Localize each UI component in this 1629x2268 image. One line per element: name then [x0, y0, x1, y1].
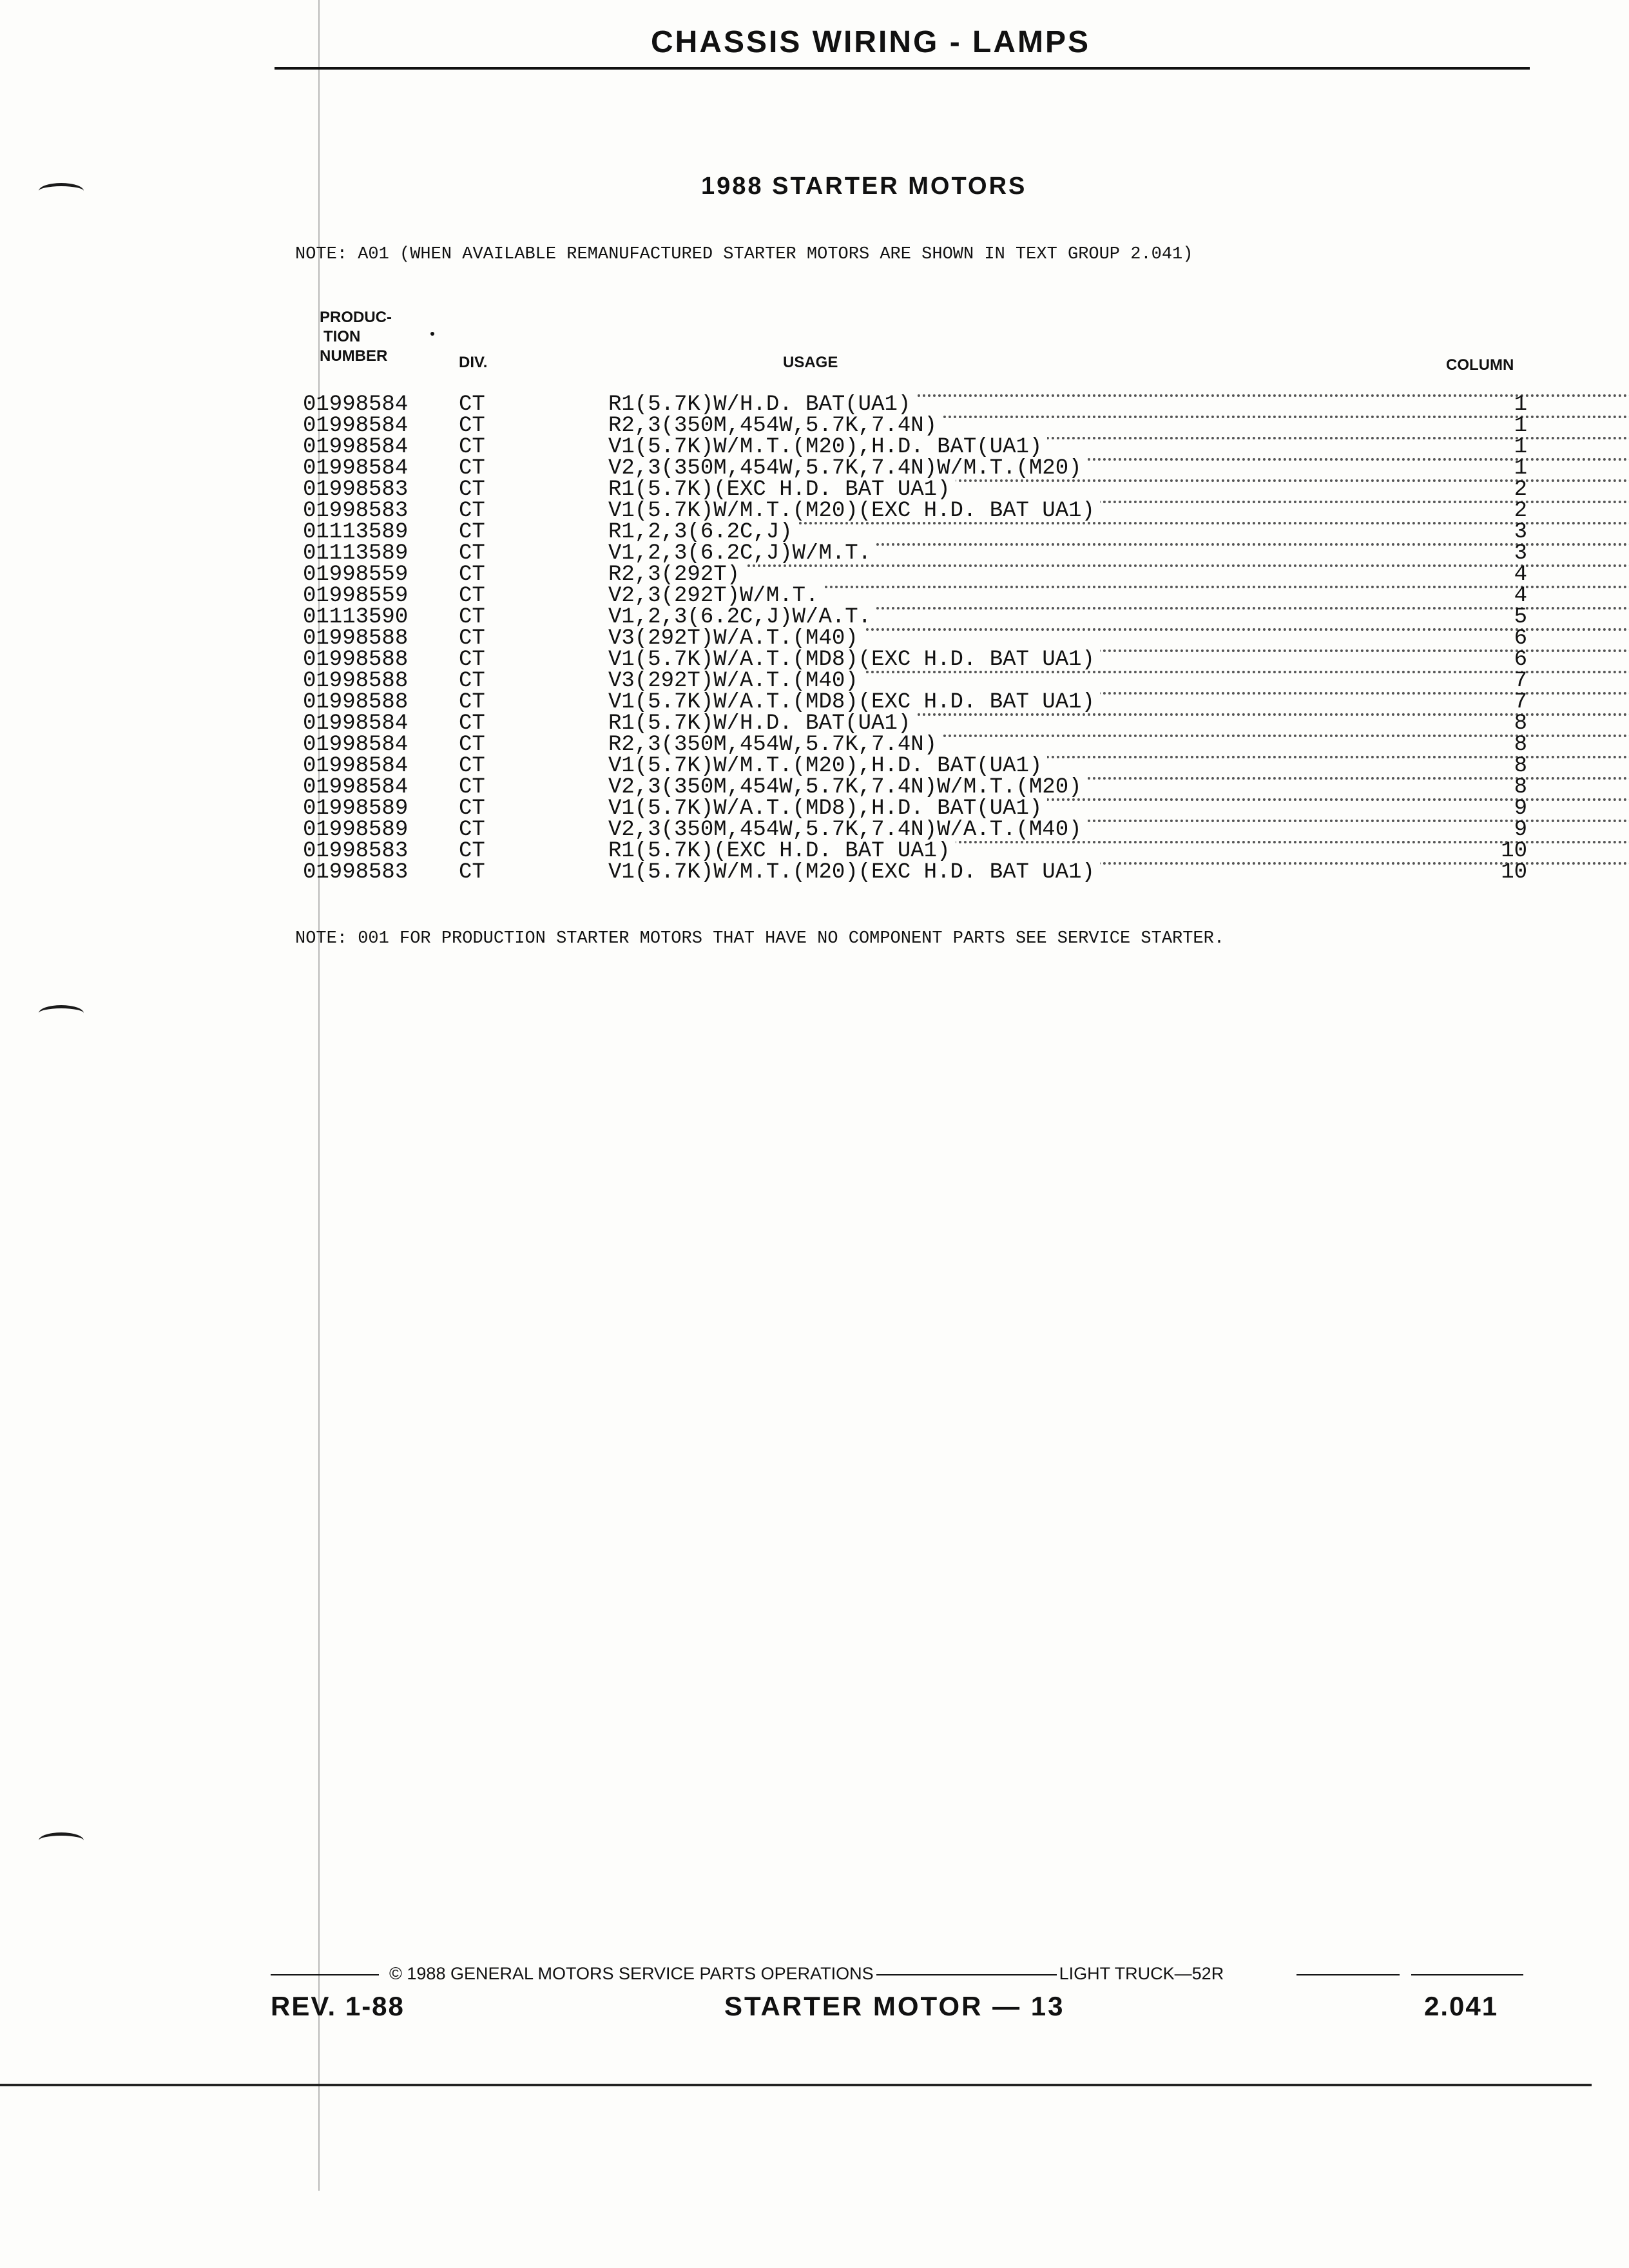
- part-number: 01998589: [303, 818, 409, 842]
- column-number: 2: [1514, 477, 1527, 502]
- division: CT: [459, 648, 485, 672]
- usage-text: V1(5.7K)W/A.T.(MD8)(EXC H.D. BAT UA1): [608, 649, 1100, 671]
- column-number: 1: [1514, 456, 1527, 481]
- footer-truck-line: LIGHT TRUCK—52R: [1059, 1964, 1224, 1983]
- note-top: NOTE: A01 (WHEN AVAILABLE REMANUFACTURED STARTER MOTORS ARE SHOWN IN TEXT GROUP 2.041): [295, 245, 1193, 264]
- division: CT: [459, 818, 485, 842]
- table-row: [303, 564, 1527, 586]
- division: CT: [459, 796, 485, 821]
- division: CT: [459, 669, 485, 693]
- usage-text: V3(292T)W/A.T.(M40): [608, 628, 863, 649]
- footer-revision: REV. 1-88: [271, 1991, 405, 2021]
- division: CT: [459, 499, 485, 523]
- heading-div: DIV.: [459, 354, 488, 371]
- usage-cell: [608, 820, 1629, 841]
- table-row: [303, 458, 1527, 479]
- division: CT: [459, 754, 485, 778]
- column-number: 8: [1514, 711, 1527, 736]
- table-row: [303, 777, 1527, 798]
- column-number: 9: [1514, 796, 1527, 821]
- usage-cell: [608, 649, 1629, 671]
- usage-cell: [608, 862, 1629, 883]
- usage-text: V2,3(350M,454W,5.7K,7.4N)W/M.T.(M20): [608, 777, 1087, 798]
- division: CT: [459, 520, 485, 544]
- page-bottom-rule: [0, 2084, 1592, 2086]
- usage-cell: [608, 543, 1629, 564]
- table-row: [303, 798, 1527, 820]
- column-number: 6: [1514, 626, 1527, 651]
- division: CT: [459, 392, 485, 417]
- column-number: 8: [1514, 754, 1527, 778]
- usage-cell: [608, 756, 1629, 777]
- part-number: 01998559: [303, 562, 409, 587]
- table-row: [303, 437, 1527, 458]
- usage-text: V1(5.7K)W/M.T.(M20)(EXC H.D. BAT UA1): [608, 501, 1100, 522]
- table-row: [303, 522, 1527, 543]
- column-number: 4: [1514, 584, 1527, 608]
- usage-cell: [608, 586, 1629, 607]
- part-number: 01998584: [303, 711, 409, 736]
- column-number: 9: [1514, 818, 1527, 842]
- table-row: [303, 628, 1527, 649]
- division: CT: [459, 860, 485, 885]
- footer-page-title: STARTER MOTOR — 13: [724, 1991, 1065, 2021]
- part-number: 01998583: [303, 477, 409, 502]
- footer-rule-mid: [876, 1974, 1057, 1975]
- heading-dot: [430, 332, 434, 336]
- usage-text: R1,2,3(6.2C,J): [608, 522, 798, 543]
- usage-cell: [608, 479, 1629, 501]
- footer-section-number: 2.041: [1424, 1991, 1499, 2021]
- footer-rule-left: [271, 1974, 379, 1975]
- usage-cell: [608, 777, 1629, 798]
- part-number: 01998588: [303, 648, 409, 672]
- usage-cell: [608, 416, 1629, 437]
- table-row: [303, 671, 1527, 692]
- usage-cell: [608, 735, 1629, 756]
- part-number: 01998583: [303, 860, 409, 885]
- usage-cell: [608, 564, 1629, 586]
- usage-cell: [608, 671, 1629, 692]
- part-number: 01113589: [303, 520, 409, 544]
- division: CT: [459, 477, 485, 502]
- heading-production-number: [320, 308, 392, 366]
- part-number: 01998583: [303, 499, 409, 523]
- usage-cell: [608, 692, 1629, 713]
- part-number: 01998588: [303, 669, 409, 693]
- heading-production-line2: TION: [323, 328, 361, 345]
- column-number: 7: [1514, 669, 1527, 693]
- table-row: [303, 713, 1527, 735]
- usage-text: V1(5.7K)W/M.T.(M20),H.D. BAT(UA1): [608, 437, 1047, 458]
- usage-cell: [608, 522, 1629, 543]
- usage-cell: [608, 437, 1629, 458]
- table-row: [303, 607, 1527, 628]
- usage-text: R2,3(292T): [608, 564, 745, 586]
- usage-text: V3(292T)W/A.T.(M40): [608, 671, 863, 692]
- column-number: 10: [1501, 839, 1527, 863]
- usage-cell: [608, 501, 1629, 522]
- table-row: [303, 820, 1527, 841]
- table-row: [303, 735, 1527, 756]
- column-number: 3: [1514, 520, 1527, 544]
- column-number: 5: [1514, 605, 1527, 629]
- table-row: [303, 756, 1527, 777]
- usage-text: V1(5.7K)W/M.T.(M20),H.D. BAT(UA1): [608, 756, 1047, 777]
- column-number: 1: [1514, 392, 1527, 417]
- table-row: [303, 841, 1527, 862]
- footer-rule-right-a: [1296, 1974, 1400, 1975]
- table-row: [303, 692, 1527, 713]
- division: CT: [459, 456, 485, 481]
- part-number: 01998584: [303, 414, 409, 438]
- part-number: 01998584: [303, 392, 409, 417]
- column-number: 8: [1514, 775, 1527, 800]
- usage-text: R1(5.7K)(EXC H.D. BAT UA1): [608, 479, 956, 501]
- usage-text: V1(5.7K)W/A.T.(MD8)(EXC H.D. BAT UA1): [608, 692, 1100, 713]
- table-row: [303, 586, 1527, 607]
- column-number: 2: [1514, 499, 1527, 523]
- table-row: [303, 394, 1527, 416]
- usage-text: R1(5.7K)W/H.D. BAT(UA1): [608, 394, 916, 416]
- column-number: 1: [1514, 435, 1527, 459]
- usage-text: R2,3(350M,454W,5.7K,7.4N): [608, 416, 942, 437]
- division: CT: [459, 711, 485, 736]
- table-row: [303, 862, 1527, 883]
- note-bottom: NOTE: 001 FOR PRODUCTION STARTER MOTORS THAT HAVE NO COMPONENT PARTS SEE SERVICE STARTER.: [295, 929, 1225, 948]
- footer-copyright-row: [389, 1964, 1224, 1984]
- table-row: [303, 479, 1527, 501]
- part-number: 01998584: [303, 435, 409, 459]
- punch-hole-mark: [39, 183, 84, 199]
- column-number: 3: [1514, 541, 1527, 566]
- footer-copyright: © 1988 GENERAL MOTORS SERVICE PARTS OPERATIONS: [389, 1964, 874, 1983]
- usage-text: V1,2,3(6.2C,J)W/M.T.: [608, 543, 876, 564]
- usage-cell: [608, 841, 1629, 862]
- usage-text: V2,3(292T)W/M.T.: [608, 586, 824, 607]
- table-row: [303, 649, 1527, 671]
- division: CT: [459, 733, 485, 757]
- table-row: [303, 501, 1527, 522]
- heading-usage: USAGE: [783, 354, 838, 371]
- usage-cell: [608, 713, 1629, 735]
- page-header-title: CHASSIS WIRING - LAMPS: [651, 25, 1091, 59]
- part-number: 01998588: [303, 626, 409, 651]
- usage-cell: [608, 394, 1629, 416]
- header-rule: [275, 67, 1530, 70]
- column-number: 6: [1514, 648, 1527, 672]
- part-number: 01998584: [303, 754, 409, 778]
- usage-text: V1,2,3(6.2C,J)W/A.T.: [608, 607, 876, 628]
- division: CT: [459, 839, 485, 863]
- part-number: 01998583: [303, 839, 409, 863]
- division: CT: [459, 690, 485, 715]
- division: CT: [459, 541, 485, 566]
- heading-production-line1: PRODUC-: [320, 309, 392, 326]
- division: CT: [459, 775, 485, 800]
- table-row: [303, 416, 1527, 437]
- heading-column: COLUMN: [1446, 356, 1514, 374]
- table-row: [303, 543, 1527, 564]
- part-number: 01113590: [303, 605, 409, 629]
- punch-hole-mark: [39, 1832, 84, 1849]
- division: CT: [459, 605, 485, 629]
- usage-text: R1(5.7K)W/H.D. BAT(UA1): [608, 713, 916, 735]
- usage-text: V1(5.7K)W/M.T.(M20)(EXC H.D. BAT UA1): [608, 862, 1100, 883]
- usage-cell: [608, 798, 1629, 820]
- footer-rule-right-b: [1411, 1974, 1523, 1975]
- column-number: 10: [1501, 860, 1527, 885]
- usage-text: V2,3(350M,454W,5.7K,7.4N)W/A.T.(M40): [608, 820, 1087, 841]
- punch-hole-mark: [39, 1005, 84, 1021]
- column-number: 1: [1514, 414, 1527, 438]
- section-title: 1988 STARTER MOTORS: [701, 173, 1027, 200]
- usage-text: V1(5.7K)W/A.T.(MD8),H.D. BAT(UA1): [608, 798, 1047, 820]
- dot-leader: [608, 564, 1629, 567]
- column-number: 8: [1514, 733, 1527, 757]
- usage-cell: [608, 607, 1629, 628]
- usage-text: R1(5.7K)(EXC H.D. BAT UA1): [608, 841, 956, 862]
- part-number: 01998584: [303, 456, 409, 481]
- column-number: 7: [1514, 690, 1527, 715]
- usage-text: V2,3(350M,454W,5.7K,7.4N)W/M.T.(M20): [608, 458, 1087, 479]
- part-number: 01113589: [303, 541, 409, 566]
- column-number: 4: [1514, 562, 1527, 587]
- parts-table: [303, 394, 1527, 883]
- division: CT: [459, 414, 485, 438]
- division: CT: [459, 584, 485, 608]
- part-number: 01998584: [303, 733, 409, 757]
- division: CT: [459, 626, 485, 651]
- part-number: 01998584: [303, 775, 409, 800]
- division: CT: [459, 435, 485, 459]
- part-number: 01998588: [303, 690, 409, 715]
- usage-cell: [608, 458, 1629, 479]
- usage-cell: [608, 628, 1629, 649]
- part-number: 01998589: [303, 796, 409, 821]
- heading-production-line3: NUMBER: [320, 347, 388, 365]
- part-number: 01998559: [303, 584, 409, 608]
- usage-text: R2,3(350M,454W,5.7K,7.4N): [608, 735, 942, 756]
- division: CT: [459, 562, 485, 587]
